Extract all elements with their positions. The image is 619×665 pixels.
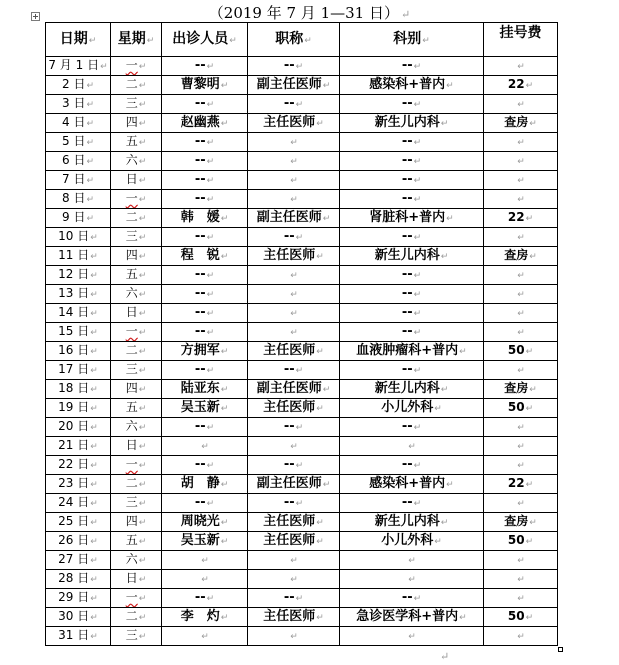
table-row xyxy=(46,532,558,551)
title-cell: ↵ xyxy=(248,190,340,209)
table-row xyxy=(46,608,558,627)
department-cell: --↵ xyxy=(340,228,484,247)
table-row xyxy=(46,342,558,361)
table-row xyxy=(46,266,558,285)
date-cell: 5 日↵ xyxy=(46,133,111,152)
table-row xyxy=(46,323,558,342)
table-row xyxy=(46,247,558,266)
doctor-cell: --↵ xyxy=(162,323,248,342)
fee-cell: 50↵ xyxy=(484,608,558,627)
doctor-cell: --↵ xyxy=(162,304,248,323)
table-row xyxy=(46,494,558,513)
date-cell: 12 日↵ xyxy=(46,266,111,285)
title-cell: --↵ xyxy=(248,361,340,380)
doctor-cell: --↵ xyxy=(162,95,248,114)
doctor-cell: --↵ xyxy=(162,589,248,608)
doctor-cell: 曹黎明↵ xyxy=(162,76,248,95)
weekday-cell: 五↵ xyxy=(111,266,162,285)
weekday-cell: 三↵ xyxy=(111,95,162,114)
weekday-cell: 五↵ xyxy=(111,532,162,551)
fee-cell: ↵ xyxy=(484,323,558,342)
department-cell: 感染科+普内↵ xyxy=(340,475,484,494)
weekday-cell: 二↵ xyxy=(111,209,162,228)
doctor-cell: 赵幽燕↵ xyxy=(162,114,248,133)
department-cell: 新生儿内科↵ xyxy=(340,247,484,266)
department-cell: --↵ xyxy=(340,418,484,437)
fee-cell: ↵ xyxy=(484,57,558,76)
date-cell: 3 日↵ xyxy=(46,95,111,114)
fee-cell: ↵ xyxy=(484,570,558,589)
department-cell: --↵ xyxy=(340,494,484,513)
table-row xyxy=(46,456,558,475)
department-cell: --↵ xyxy=(340,133,484,152)
fee-cell: ↵ xyxy=(484,266,558,285)
weekday-cell: 日↵ xyxy=(111,437,162,456)
schedule-title-text: （2019 年 7 月 1—31 日） xyxy=(208,4,399,22)
weekday-cell: 一↵ xyxy=(111,190,162,209)
table-row xyxy=(46,209,558,228)
fee-cell: ↵ xyxy=(484,551,558,570)
table-row xyxy=(46,95,558,114)
table-row xyxy=(46,76,558,95)
date-cell: 27 日↵ xyxy=(46,551,111,570)
doctor-cell: --↵ xyxy=(162,190,248,209)
date-cell: 11 日↵ xyxy=(46,247,111,266)
doctor-cell: --↵ xyxy=(162,152,248,171)
table-row xyxy=(46,627,558,646)
header-doctor: 出诊人员↵ xyxy=(162,23,248,57)
doctor-cell: 吴玉新↵ xyxy=(162,532,248,551)
weekday-cell: 二↵ xyxy=(111,342,162,361)
header-department: 科别↵ xyxy=(340,23,484,57)
fee-cell: ↵ xyxy=(484,285,558,304)
table-row xyxy=(46,437,558,456)
table-row xyxy=(46,551,558,570)
title-cell: --↵ xyxy=(248,494,340,513)
title-cell: --↵ xyxy=(248,95,340,114)
weekday-cell: 六↵ xyxy=(111,551,162,570)
title-cell: --↵ xyxy=(248,57,340,76)
title-cell: ↵ xyxy=(248,133,340,152)
department-cell: --↵ xyxy=(340,589,484,608)
title-cell: ↵ xyxy=(248,285,340,304)
fee-cell: ↵ xyxy=(484,190,558,209)
doctor-cell: ↵ xyxy=(162,570,248,589)
table-row xyxy=(46,171,558,190)
fee-cell: 22↵ xyxy=(484,475,558,494)
department-cell: ↵ xyxy=(340,570,484,589)
date-cell: 24 日↵ xyxy=(46,494,111,513)
date-cell: 22 日↵ xyxy=(46,456,111,475)
date-cell: 28 日↵ xyxy=(46,570,111,589)
header-title: 职称↵ xyxy=(248,23,340,57)
department-cell: --↵ xyxy=(340,456,484,475)
title-cell: 副主任医师↵ xyxy=(248,76,340,95)
fee-cell: ↵ xyxy=(484,133,558,152)
title-cell: ↵ xyxy=(248,570,340,589)
title-cell: --↵ xyxy=(248,418,340,437)
department-cell: --↵ xyxy=(340,95,484,114)
weekday-cell: 四↵ xyxy=(111,114,162,133)
fee-cell: 50↵ xyxy=(484,399,558,418)
table-row xyxy=(46,190,558,209)
title-cell: 副主任医师↵ xyxy=(248,380,340,399)
table-row xyxy=(46,399,558,418)
weekday-cell: 三↵ xyxy=(111,627,162,646)
title-cell: ↵ xyxy=(248,437,340,456)
department-cell: --↵ xyxy=(340,304,484,323)
title-cell: 主任医师↵ xyxy=(248,399,340,418)
doctor-cell: --↵ xyxy=(162,228,248,247)
department-cell: ↵ xyxy=(340,627,484,646)
doctor-cell: ↵ xyxy=(162,627,248,646)
weekday-cell: 一↵ xyxy=(111,456,162,475)
fee-cell: ↵ xyxy=(484,304,558,323)
fee-cell: ↵ xyxy=(484,456,558,475)
doctor-cell: --↵ xyxy=(162,285,248,304)
department-cell: ↵ xyxy=(340,437,484,456)
department-cell: --↵ xyxy=(340,190,484,209)
fee-cell: ↵ xyxy=(484,361,558,380)
weekday-cell: 日↵ xyxy=(111,570,162,589)
title-cell: --↵ xyxy=(248,228,340,247)
department-cell: 肾脏科+普内↵ xyxy=(340,209,484,228)
fee-cell: ↵ xyxy=(484,171,558,190)
doctor-cell: --↵ xyxy=(162,171,248,190)
doctor-cell: --↵ xyxy=(162,57,248,76)
doctor-cell: 李 灼↵ xyxy=(162,608,248,627)
department-cell: 新生儿内科↵ xyxy=(340,513,484,532)
date-cell: 2 日↵ xyxy=(46,76,111,95)
doctor-cell: --↵ xyxy=(162,133,248,152)
fee-cell: ↵ xyxy=(484,627,558,646)
date-cell: 31 日↵ xyxy=(46,627,111,646)
weekday-cell: 五↵ xyxy=(111,133,162,152)
date-cell: 15 日↵ xyxy=(46,323,111,342)
doctor-cell: --↵ xyxy=(162,266,248,285)
table-row xyxy=(46,361,558,380)
department-cell: 血液肿瘤科+普内↵ xyxy=(340,342,484,361)
fee-cell: 查房↵ xyxy=(484,380,558,399)
title-cell: 主任医师↵ xyxy=(248,608,340,627)
table-row xyxy=(46,418,558,437)
fee-cell: ↵ xyxy=(484,152,558,171)
fee-cell: ↵ xyxy=(484,437,558,456)
department-cell: --↵ xyxy=(340,266,484,285)
department-cell: 小儿外科↵ xyxy=(340,532,484,551)
title-cell: ↵ xyxy=(248,627,340,646)
department-cell: 急诊医学科+普内↵ xyxy=(340,608,484,627)
date-cell: 13 日↵ xyxy=(46,285,111,304)
department-cell: 新生儿内科↵ xyxy=(340,380,484,399)
weekday-cell: 二↵ xyxy=(111,475,162,494)
date-cell: 6 日↵ xyxy=(46,152,111,171)
fee-cell: ↵ xyxy=(484,418,558,437)
date-cell: 17 日↵ xyxy=(46,361,111,380)
table-row xyxy=(46,475,558,494)
weekday-cell: 四↵ xyxy=(111,513,162,532)
department-cell: 小儿外科↵ xyxy=(340,399,484,418)
doctor-cell: ↵ xyxy=(162,551,248,570)
weekday-cell: 日↵ xyxy=(111,304,162,323)
weekday-cell: 六↵ xyxy=(111,152,162,171)
table-row xyxy=(46,380,558,399)
fee-cell: 50↵ xyxy=(484,532,558,551)
title-cell: 主任医师↵ xyxy=(248,342,340,361)
department-cell: --↵ xyxy=(340,57,484,76)
fee-cell: ↵ xyxy=(484,95,558,114)
doctor-cell: --↵ xyxy=(162,456,248,475)
title-cell: 副主任医师↵ xyxy=(248,209,340,228)
department-cell: --↵ xyxy=(340,323,484,342)
weekday-cell: 二↵ xyxy=(111,608,162,627)
date-cell: 4 日↵ xyxy=(46,114,111,133)
title-cell: 主任医师↵ xyxy=(248,513,340,532)
title-cell: 副主任医师↵ xyxy=(248,475,340,494)
weekday-cell: 一↵ xyxy=(111,323,162,342)
weekday-cell: 日↵ xyxy=(111,171,162,190)
table-row xyxy=(46,513,558,532)
date-cell: 16 日↵ xyxy=(46,342,111,361)
doctor-cell: 胡 静↵ xyxy=(162,475,248,494)
date-cell: 26 日↵ xyxy=(46,532,111,551)
date-cell: 10 日↵ xyxy=(46,228,111,247)
title-cell: 主任医师↵ xyxy=(248,532,340,551)
title-cell: --↵ xyxy=(248,456,340,475)
doctor-cell: 吴玉新↵ xyxy=(162,399,248,418)
doctor-cell: --↵ xyxy=(162,418,248,437)
table-resize-handle-icon[interactable] xyxy=(558,647,563,652)
table-row xyxy=(46,114,558,133)
date-cell: 30 日↵ xyxy=(46,608,111,627)
header-date: 日期↵ xyxy=(46,23,111,57)
fee-cell: 查房↵ xyxy=(484,247,558,266)
fee-cell: ↵ xyxy=(484,589,558,608)
weekday-cell: 四↵ xyxy=(111,380,162,399)
department-cell: ↵ xyxy=(340,551,484,570)
date-cell: 7 日↵ xyxy=(46,171,111,190)
date-cell: 14 日↵ xyxy=(46,304,111,323)
title-cell: ↵ xyxy=(248,152,340,171)
title-cell: 主任医师↵ xyxy=(248,247,340,266)
department-cell: 新生儿内科↵ xyxy=(340,114,484,133)
header-fee: 挂号费 xyxy=(484,23,558,57)
title-cell: ↵ xyxy=(248,171,340,190)
table-header-row xyxy=(46,23,558,57)
department-cell: --↵ xyxy=(340,152,484,171)
table-row xyxy=(46,133,558,152)
table-row xyxy=(46,570,558,589)
date-cell: 8 日↵ xyxy=(46,190,111,209)
weekday-cell: 六↵ xyxy=(111,285,162,304)
doctor-cell: --↵ xyxy=(162,494,248,513)
date-cell: 18 日↵ xyxy=(46,380,111,399)
doctor-cell: 周晓光↵ xyxy=(162,513,248,532)
weekday-cell: 六↵ xyxy=(111,418,162,437)
end-paragraph-mark-icon: ↵ xyxy=(440,650,450,663)
fee-cell: ↵ xyxy=(484,494,558,513)
date-cell: 7 月 1 日↵ xyxy=(46,57,111,76)
date-cell: 23 日↵ xyxy=(46,475,111,494)
date-cell: 29 日↵ xyxy=(46,589,111,608)
table-row xyxy=(46,228,558,247)
doctor-cell: 陆亚东↵ xyxy=(162,380,248,399)
doctor-cell: --↵ xyxy=(162,361,248,380)
title-cell: ↵ xyxy=(248,323,340,342)
fee-cell: 22↵ xyxy=(484,76,558,95)
title-cell: ↵ xyxy=(248,304,340,323)
doctor-cell: ↵ xyxy=(162,437,248,456)
weekday-cell: 三↵ xyxy=(111,361,162,380)
doctor-cell: 方拥军↵ xyxy=(162,342,248,361)
department-cell: --↵ xyxy=(340,361,484,380)
paragraph-mark-icon: ↵ xyxy=(400,8,411,21)
title-cell: 主任医师↵ xyxy=(248,114,340,133)
weekday-cell: 五↵ xyxy=(111,399,162,418)
table-row xyxy=(46,152,558,171)
table-row xyxy=(46,57,558,76)
fee-cell: 22↵ xyxy=(484,209,558,228)
title-cell: --↵ xyxy=(248,589,340,608)
weekday-cell: 一↵ xyxy=(111,589,162,608)
table-row xyxy=(46,304,558,323)
weekday-cell: 三↵ xyxy=(111,228,162,247)
date-cell: 9 日↵ xyxy=(46,209,111,228)
title-cell: ↵ xyxy=(248,266,340,285)
doctor-cell: 韩 媛↵ xyxy=(162,209,248,228)
header-weekday: 星期↵ xyxy=(111,23,162,57)
doctor-cell: 程 锐↵ xyxy=(162,247,248,266)
outpatient-schedule-table xyxy=(45,22,558,646)
fee-cell: ↵ xyxy=(484,228,558,247)
date-cell: 19 日↵ xyxy=(46,399,111,418)
weekday-cell: 二↵ xyxy=(111,76,162,95)
fee-cell: 50↵ xyxy=(484,342,558,361)
date-cell: 21 日↵ xyxy=(46,437,111,456)
department-cell: --↵ xyxy=(340,285,484,304)
title-cell: ↵ xyxy=(248,551,340,570)
department-cell: 感染科+普内↵ xyxy=(340,76,484,95)
department-cell: --↵ xyxy=(340,171,484,190)
table-row xyxy=(46,589,558,608)
date-cell: 20 日↵ xyxy=(46,418,111,437)
date-cell: 25 日↵ xyxy=(46,513,111,532)
fee-cell: 查房↵ xyxy=(484,114,558,133)
table-row xyxy=(46,285,558,304)
weekday-cell: 四↵ xyxy=(111,247,162,266)
fee-cell: 查房↵ xyxy=(484,513,558,532)
weekday-cell: 三↵ xyxy=(111,494,162,513)
weekday-cell: 一↵ xyxy=(111,57,162,76)
